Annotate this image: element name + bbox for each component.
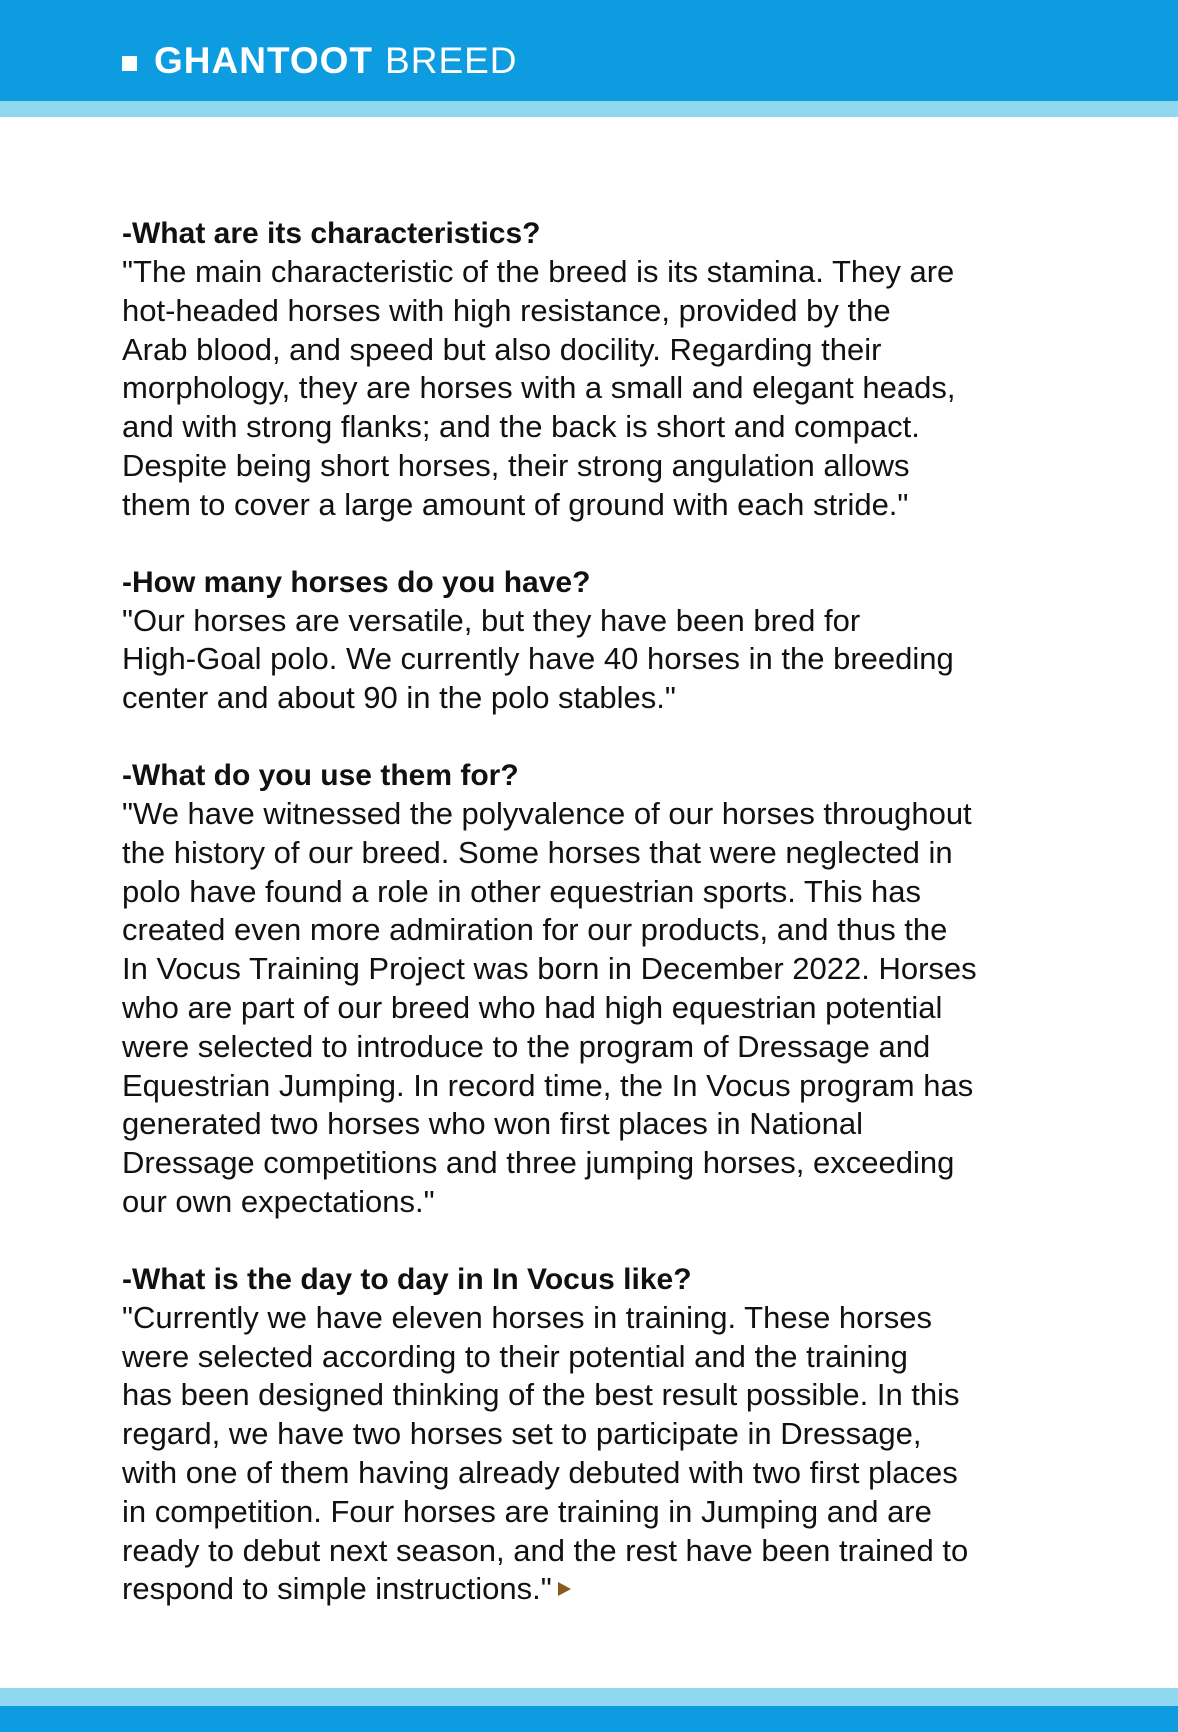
answer-line: center and about 90 in the polo stables." <box>122 680 676 716</box>
qa-section-uses <box>122 756 1082 1222</box>
answer-line: in competition. Four horses are training in Jumping and are <box>122 1493 932 1529</box>
answer-paragraph <box>122 795 1082 1222</box>
answer-line: created even more admiration for our products, and thus the <box>122 912 948 948</box>
answer-line: "The main characteristic of the breed is its stamina. They are <box>122 254 955 289</box>
square-bullet-icon <box>122 56 137 71</box>
answer-line: ready to debut next season, and the rest have been trained to <box>122 1532 969 1568</box>
page-title <box>122 38 518 84</box>
qa-section-day-to-day <box>122 1260 1082 1609</box>
answer-line: Despite being short horses, their strong angulation allows <box>122 447 910 483</box>
answer-line: Dressage competitions and three jumping horses, exceeding <box>122 1145 955 1181</box>
continue-arrow-icon <box>558 1582 571 1596</box>
footer-stripe <box>0 1688 1178 1706</box>
answer-line: has been designed thinking of the best result possible. In this <box>122 1377 960 1413</box>
answer-line: regard, we have two horses set to participate in Dressage, <box>122 1416 922 1452</box>
answer-line: Equestrian Jumping. In record time, the In Vocus program has <box>122 1067 974 1103</box>
answer-line: "Our horses are versatile, but they have been bred for <box>122 602 861 638</box>
title-light: BREED <box>385 40 518 81</box>
qa-section-horse-count <box>122 563 1082 718</box>
question-heading: -What is the day to day in In Vocus like? <box>122 1262 692 1296</box>
article-body <box>122 214 1082 1647</box>
answer-line-text: respond to simple instructions." <box>122 1571 552 1607</box>
header-stripe <box>0 101 1178 117</box>
answer-paragraph <box>122 253 1082 525</box>
answer-line: our own expectations." <box>122 1183 435 1219</box>
answer-line: hot-headed horses with high resistance, provided by the <box>122 292 891 328</box>
answer-line: were selected according to their potential and the training <box>122 1338 908 1374</box>
answer-line: with one of them having already debuted with two first places <box>122 1454 958 1490</box>
answer-line: "We have witnessed the polyvalence of our horses throughout <box>122 795 972 831</box>
qa-section-characteristics <box>122 214 1082 525</box>
answer-line: who are part of our breed who had high equestrian potential <box>122 989 943 1025</box>
answer-paragraph <box>122 1299 1082 1609</box>
answer-line: them to cover a large amount of ground with each stride." <box>122 486 909 522</box>
question-heading: -What do you use them for? <box>122 758 519 792</box>
footer-bar <box>0 1706 1178 1732</box>
answer-line: and with strong flanks; and the back is short and compact. <box>122 409 920 445</box>
question-heading: -What are its characteristics? <box>122 217 541 250</box>
answer-line: polo have found a role in other equestrian sports. This has <box>122 873 922 909</box>
title-bold: GHANTOOT <box>154 40 374 81</box>
header-bar <box>0 0 1178 101</box>
question-heading: -How many horses do you have? <box>122 565 591 599</box>
answer-line: were selected to introduce to the program of Dressage and <box>122 1028 931 1064</box>
answer-line: High-Goal polo. We currently have 40 horses in the breeding <box>122 641 954 677</box>
answer-line: the history of our breed. Some horses that were neglected in <box>122 834 953 870</box>
answer-line: "Currently we have eleven horses in training. These horses <box>122 1299 932 1335</box>
answer-line-last <box>122 1570 1082 1609</box>
answer-line: Arab blood, and speed but also docility. Regarding their <box>122 331 882 367</box>
answer-line: In Vocus Training Project was born in December 2022. Horses <box>122 951 977 987</box>
answer-paragraph <box>122 602 1082 718</box>
answer-line: morphology, they are horses with a small and elegant heads, <box>122 370 956 406</box>
answer-line: generated two horses who won first places in National <box>122 1106 863 1142</box>
